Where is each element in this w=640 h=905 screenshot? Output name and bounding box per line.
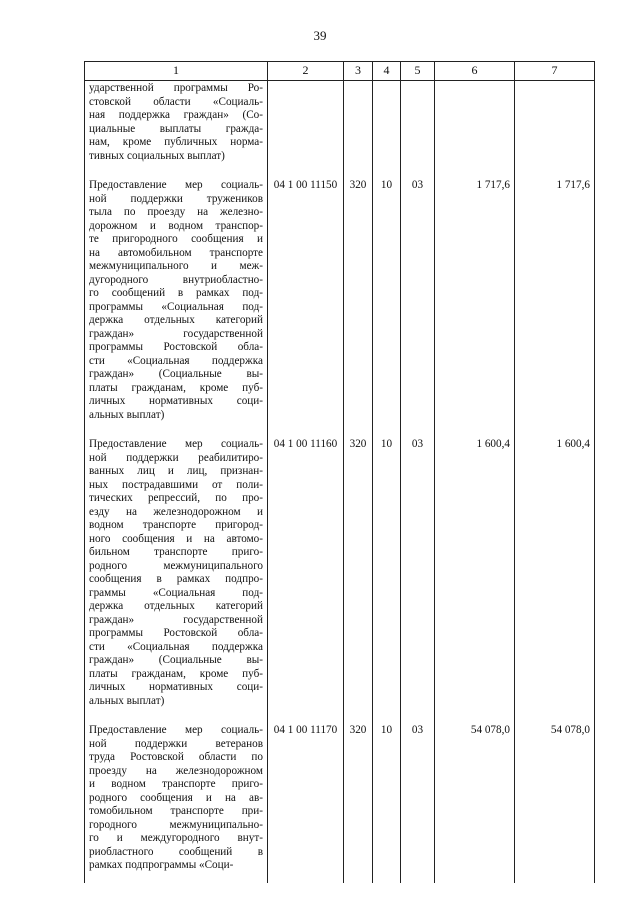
subsection-code: 03	[401, 173, 435, 432]
description-line: держка отдельных категорий	[89, 314, 263, 326]
description-line: ной поддержки ветеранов	[89, 737, 263, 750]
subsection-code: 03	[401, 432, 435, 718]
description-line: и водном транспорте приго-	[89, 778, 263, 790]
table-body	[85, 81, 595, 883]
header-col-3: 3	[344, 62, 373, 81]
description-line: граждан» (Социальные вы-	[89, 368, 263, 380]
description-line: личных нормативных соци-	[89, 681, 263, 693]
description-line: личных нормативных соци-	[89, 395, 263, 407]
page-number: 39	[313, 28, 327, 43]
description-line: ного сообщения и на автомо-	[89, 532, 263, 545]
description-line: ной поддержки реабилитиро-	[89, 451, 263, 464]
amount-year-2	[515, 81, 595, 174]
description-line: межмуниципального и меж-	[89, 260, 263, 272]
section-code: 10	[373, 173, 401, 432]
description-line: альных выплат)	[89, 694, 165, 707]
description-line: граждан» государственной	[89, 327, 263, 340]
description-line: граммы «Социальная под-	[89, 586, 263, 599]
description-line: программы Ростовской обла-	[89, 627, 263, 639]
expense-type-code	[344, 81, 373, 174]
row-description	[85, 432, 268, 718]
row-description	[85, 718, 268, 883]
description-line: альных выплат)	[89, 408, 165, 421]
header-col-6: 6	[435, 62, 515, 81]
description-line: сти «Социальная поддержка	[89, 354, 263, 367]
header-col-4: 4	[373, 62, 401, 81]
description-line: го сообщений в рамках под-	[89, 287, 263, 299]
description-line: дугородного внутриобластно-	[89, 273, 263, 286]
description-line: дорожном и водном транспор-	[89, 219, 263, 232]
target-article-code: 04 1 00 11160	[268, 432, 344, 718]
subsection-code	[401, 81, 435, 174]
description-line: городного межмуниципально-	[89, 818, 263, 831]
description-line: проезду на железнодорожном	[89, 764, 263, 777]
header-col-7: 7	[515, 62, 595, 81]
description-line: труда Ростовской области по	[89, 751, 263, 763]
description-line: Предоставление мер социаль-	[89, 179, 263, 191]
amount-year-1: 1 717,6	[435, 173, 515, 432]
description-line: те пригородного сообщения и	[89, 233, 263, 245]
description-line: тивных социальных выплат)	[89, 149, 225, 162]
budget-table	[84, 61, 595, 883]
description-line: ных пострадавшими от поли-	[89, 478, 263, 491]
description-line: ванных лиц и лиц, признан-	[89, 465, 263, 477]
description-line: езду на железнодорожном и	[89, 505, 263, 518]
description-line: родного сообщения и на ав-	[89, 791, 263, 804]
expense-type-code: 320	[344, 432, 373, 718]
description-line: платы гражданам, кроме пуб-	[89, 381, 263, 394]
description-line: на автомобильном транспорте	[89, 246, 263, 259]
amount-year-2: 1 600,4	[515, 432, 595, 718]
row-description	[85, 81, 268, 174]
expense-type-code: 320	[344, 173, 373, 432]
table-row	[85, 173, 595, 432]
description-line: Предоставление мер социаль-	[89, 438, 263, 450]
description-line: Предоставление мер социаль-	[89, 724, 263, 736]
description-line: риобластного сообщений в	[89, 845, 263, 858]
description-line: ной поддержки тружеников	[89, 192, 263, 205]
table-row	[85, 718, 595, 883]
description-line: сти «Социальная поддержка	[89, 640, 263, 653]
section-code: 10	[373, 718, 401, 883]
description-line: держка отдельных категорий	[89, 600, 263, 612]
amount-year-1: 54 078,0	[435, 718, 515, 883]
description-line: томобильном транспорте при-	[89, 805, 263, 817]
subsection-code: 03	[401, 718, 435, 883]
header-col-5: 5	[401, 62, 435, 81]
description-line: стовской области «Социаль-	[89, 95, 263, 108]
description-line: граждан» (Социальные вы-	[89, 654, 263, 666]
section-code	[373, 81, 401, 174]
description-line: программы Ростовской обла-	[89, 341, 263, 353]
description-line: нам, кроме публичных норма-	[89, 136, 263, 148]
expense-type-code: 320	[344, 718, 373, 883]
amount-year-1: 1 600,4	[435, 432, 515, 718]
header-col-1: 1	[85, 62, 268, 81]
row-description	[85, 173, 268, 432]
description-line: ударственной программы Ро-	[89, 82, 263, 94]
section-code: 10	[373, 432, 401, 718]
table-header-row	[85, 62, 595, 81]
description-line: тических репрессий, по про-	[89, 492, 263, 504]
amount-year-2: 1 717,6	[515, 173, 595, 432]
description-line: ная поддержка граждан» (Со-	[89, 109, 263, 121]
table-row	[85, 432, 595, 718]
description-line: бильном транспорте приго-	[89, 546, 263, 558]
description-line: родного межмуниципального	[89, 559, 263, 572]
target-article-code: 04 1 00 11150	[268, 173, 344, 432]
description-line: тыла по проезду на железно-	[89, 206, 263, 218]
description-line: водном транспорте пригород-	[89, 519, 263, 531]
description-line: сообщения в рамках подпро-	[89, 573, 263, 585]
description-line: платы гражданам, кроме пуб-	[89, 667, 263, 680]
description-line: граждан» государственной	[89, 613, 263, 626]
target-article-code	[268, 81, 344, 174]
amount-year-1	[435, 81, 515, 174]
amount-year-2: 54 078,0	[515, 718, 595, 883]
description-line: программы «Социальная под-	[89, 300, 263, 313]
description-line: циальные выплаты гражда-	[89, 122, 263, 135]
header-col-2: 2	[268, 62, 344, 81]
table-row	[85, 81, 595, 174]
description-line: рамках подпрограммы «Соци-	[89, 859, 234, 871]
description-line: го и междугородного внут-	[89, 832, 263, 844]
target-article-code: 04 1 00 11170	[268, 718, 344, 883]
